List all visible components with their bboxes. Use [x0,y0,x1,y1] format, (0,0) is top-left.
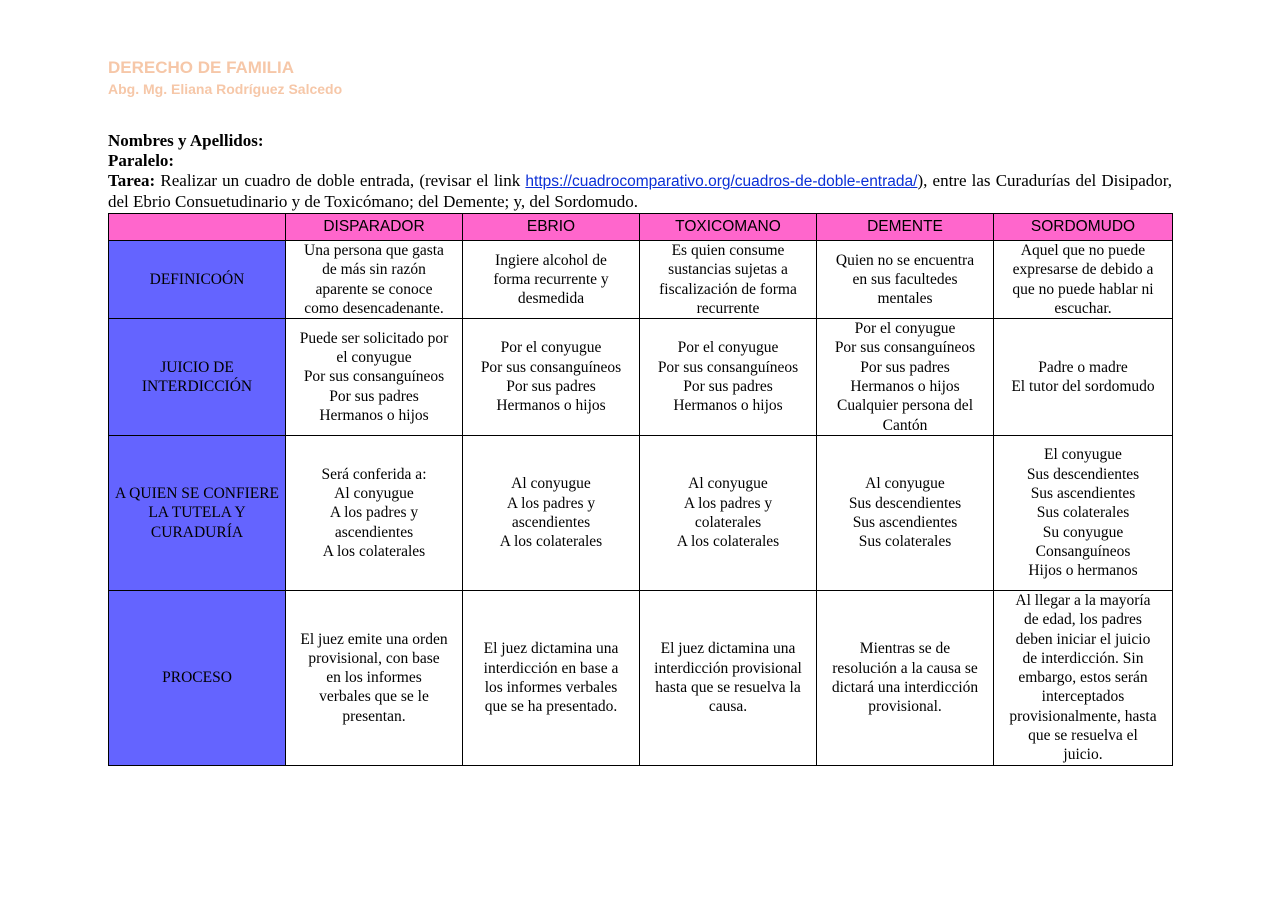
cell-line: interdicción provisional [654,659,802,677]
cell-line: escuchar. [1054,299,1112,317]
task-text-end: ), entre las Curadurías del Disipador, del Ebrio Consuetudinario y de Toxicómano; del Demente; y, del Sordomudo. [108,171,1172,211]
cell-line: presentan. [342,707,406,725]
cell-line: en los informes [326,669,422,687]
cell-line: Aquel que no puede [1020,242,1146,259]
cell-line: ascendientes [334,523,414,541]
table-cell [817,590,994,765]
cell-line: que se resuelva el [1028,727,1138,745]
cell-line: Sus descendientes [848,494,962,512]
cell-line: Por sus padres [683,378,773,396]
cell-line: Sus ascendientes [852,513,958,531]
cell-line: desmedida [517,290,585,308]
cell-line: colaterales [694,513,762,531]
cell-line: A los colaterales [676,533,780,551]
cell-line: Será conferida a: [321,465,427,483]
table-cell [640,319,817,436]
cell-line: Consanguíneos [1035,542,1131,560]
cell-line: que se ha presentado. [484,698,618,716]
cell-line: Por sus consanguíneos [480,358,622,376]
cell-line: Por sus consanguíneos [834,339,976,357]
cell-line: Ingiere alcohol de [495,251,607,269]
cell-line: verbales que se le [319,688,429,706]
cell-line: resolución a la causa se [832,659,978,677]
cell-line: forma recurrente y [493,270,609,288]
row-header: A QUIEN SE CONFIERE LA TUTELA Y CURADURÍA [109,435,286,590]
task-text-start: Realizar un cuadro de doble entrada, (revisar el link [155,171,526,190]
cell-line: Por sus consanguíneos [657,358,799,376]
cell-line: Por el conyugue [677,339,779,357]
row-header: DEFINICOÓN [109,241,286,319]
cell-line: fiscalización de forma [659,280,797,298]
table-cell [817,435,994,590]
column-header: SORDOMUDO [994,214,1173,241]
cell-line: provisional. [868,698,942,716]
cell-line: Por el conyugue [500,339,602,357]
cell-line: Al conyugue [688,475,768,493]
table-cell [640,241,817,319]
table-cell [286,590,463,765]
cell-line: mentales [877,290,933,308]
cell-line: Al llegar a la mayoría [1015,591,1151,609]
cell-line: Puede ser solicitado por [299,329,449,347]
cell-line: interdicción en base a [483,659,619,677]
cell-line: Sus descendientes [1026,465,1140,483]
names-label: Nombres y Apellidos: [108,131,264,150]
cell-line: aparente se conoce [315,280,433,298]
cell-line: El tutor del sordomudo [1011,378,1155,396]
row-header: JUICIO DE INTERDICCIÓN [109,319,286,436]
cell-line: Hermanos o hijos [850,378,960,396]
cell-line: A los padres y [683,494,773,512]
cell-line: Sus colaterales [858,533,952,551]
table-cell [463,435,640,590]
corner-cell [109,214,286,241]
cell-line: Al conyugue [334,485,414,503]
cell-line: dictará una interdicción [831,678,979,696]
table-cell [463,590,640,765]
cell-line: recurrente [696,299,760,317]
cell-line: Padre o madre [1038,358,1128,376]
table-cell [994,435,1173,590]
table-cell [817,241,994,319]
cell-line: Cualquier persona del [836,397,973,415]
cell-line: Al conyugue [511,475,591,493]
table-cell [994,590,1173,765]
cell-line: como desencadenante. [304,299,444,317]
table-row [109,435,1173,590]
table-cell [286,319,463,436]
cell-line: hasta que se resuelva la [655,678,801,696]
parallel-label: Paralelo: [108,151,175,170]
cell-line: sustancias sujetas a [668,261,788,279]
table-cell [640,590,817,765]
cell-line: provisionalmente, hasta [1009,707,1157,725]
table-cell [463,241,640,319]
cell-line: Sus ascendientes [1030,485,1136,503]
cell-line: ascendientes [511,513,591,531]
cell-line: A los padres y [329,504,419,522]
column-header: EBRIO [463,214,640,241]
table-row [109,319,1173,436]
table-row [109,590,1173,765]
cell-line: El juez dictamina una [483,640,619,658]
cell-line: Es quien consume [671,242,785,259]
cell-line: de edad, los padres [1024,611,1142,629]
cell-line: Quien no se encuentra [835,251,975,269]
cell-line: expresarse de debido a [1012,261,1154,279]
cell-line: de interdicción. Sin [1022,649,1144,667]
cell-line: Por sus consanguíneos [303,368,445,386]
column-header: DEMENTE [817,214,994,241]
task-link[interactable]: https://cuadrocomparativo.org/cuadros-de-doble-entrada/ [525,173,918,190]
table-cell [286,241,463,319]
cell-line: que no puede hablar ni [1012,280,1154,298]
cell-line: Hermanos o hijos [496,397,606,415]
cell-line: Hijos o hermanos [1028,562,1138,580]
cell-line: en sus facultedes [852,270,958,288]
column-header: DISPARADOR [286,214,463,241]
cell-line: Mientras se de [859,640,951,658]
cell-line: Cantón [882,416,928,434]
cell-line: Por el conyugue [854,320,956,338]
cell-line: los informes verbales [484,678,618,696]
table-row [109,241,1173,319]
table-cell [286,435,463,590]
table-cell [463,319,640,436]
course-title: DERECHO DE FAMILIA [108,58,295,77]
cell-line: embargo, estos serán [1018,669,1148,687]
cell-line: El juez emite una orden [300,630,448,648]
author-name: Abg. Mg. Eliana Rodríguez Salcedo [108,81,343,97]
cell-line: provisional, con base [308,649,440,667]
cell-line: A los colaterales [499,533,603,551]
cell-line: Al conyugue [865,475,945,493]
task-label: Tarea: [108,171,156,190]
cell-line: interceptados [1041,688,1125,706]
cell-line: causa. [708,698,748,716]
document-header [108,57,342,99]
cell-line: Por sus padres [329,387,419,405]
table-header-row [109,214,1173,241]
cell-line: El conyugue [1044,446,1122,464]
cell-line: Por sus padres [860,358,950,376]
cell-line: Hermanos o hijos [319,407,429,425]
table-cell [640,435,817,590]
cell-line: Sus colaterales [1036,504,1130,522]
task-paragraph [108,171,1172,212]
table-cell [817,319,994,436]
row-header: PROCESO [109,590,286,765]
cell-line: juicio. [1063,746,1103,764]
comparison-table [108,213,1173,766]
column-header: TOXICOMANO [640,214,817,241]
cell-line: Una persona que gasta [304,242,444,259]
assignment-info [108,131,1172,212]
cell-line: A los colaterales [322,542,426,560]
cell-line: el conyugue [336,349,412,367]
cell-line: A los padres y [506,494,596,512]
cell-line: deben iniciar el juicio [1015,630,1151,648]
cell-line: Hermanos o hijos [673,397,783,415]
cell-line: de más sin razón [322,261,426,279]
cell-line: Por sus padres [506,378,596,396]
table-cell [994,241,1173,319]
cell-line: Su conyugue [1042,523,1124,541]
cell-line: El juez dictamina una [660,640,796,658]
table-cell [994,319,1173,436]
